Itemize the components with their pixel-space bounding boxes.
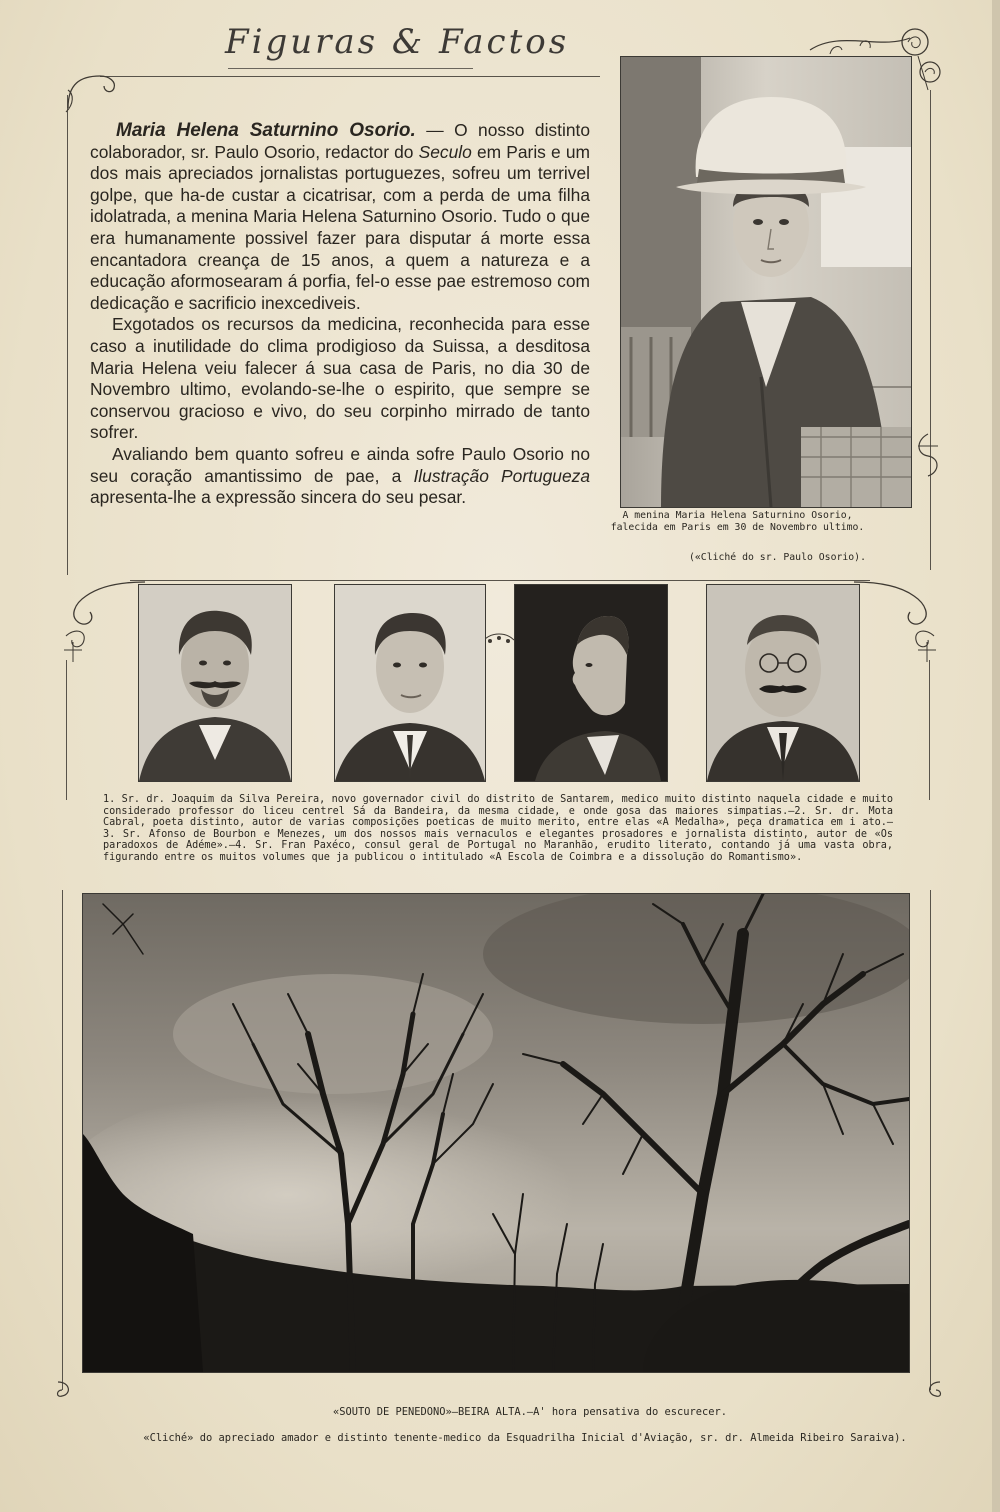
music-note-ornament xyxy=(482,628,516,648)
portrait-photo-3 xyxy=(514,584,668,782)
publication-seculo: Seculo xyxy=(418,141,472,162)
group-portraits-caption: 1. Sr. dr. Joaquim da Silva Pereira, novo governador civil do distrito de Santarem, medico muito distinto naquela cidade e muito considerado professor do liceu centrel Sá da Bandeira, da mesma cidade, e onde gosa das maiores simpatias.—2. Sr. dr. Mota Cabral, poeta distinto, autor de varias composições poeticas de muito merito, entre elas «A Medalha», peça dramatica em i ato.—3. Sr. Afonso de Bourbon e Menezes, um dos nossos mais vernaculos e elegantes prosadores e jornalista distinto, autor de «Os paradoxos de Adéme».—4. Sr. Fran Paxéco, consul geral de Portugal no Maranhão, erudito literato, contando já uma vasta obra, figurando entre os muitos volumes que ja publicou o intitulado «A Escola de Coimbra e a dissolução do Romantismo». xyxy=(103,794,893,863)
page-edge xyxy=(992,0,1000,1512)
frame-top-line xyxy=(100,76,600,77)
corner-ornament-top-left xyxy=(60,64,120,114)
frame-bottom-left-line xyxy=(62,890,63,1390)
frame-right-lower-line xyxy=(929,660,930,800)
masthead-rule xyxy=(228,68,473,69)
frame-right-line xyxy=(930,90,931,570)
article-p3-end: apresenta-lhe a expressão sincera do seu pesar. xyxy=(90,487,467,508)
portrait-caption: A menina Maria Helena Saturnino Osorio, falecida em Paris em 30 de Novembro ultimo. xyxy=(610,510,865,533)
article-body xyxy=(90,120,590,509)
frame-left-line xyxy=(67,95,68,575)
masthead-title: Figuras & Factos xyxy=(225,22,570,62)
article-p1-start: — O nosso distinto colaborador, sr. Paulo Osorio, redactor do xyxy=(90,120,590,162)
scroll-ornament-left-mid xyxy=(60,576,150,666)
ornament-right-portrait xyxy=(908,430,948,480)
publication-ilustracao: Ilustração Portugueza xyxy=(413,465,590,486)
landscape-credit: «Cliché» do apreciado amador e distinto tenente-medico da Esquadrilha Inicial d'Aviação, sr. dr. Almeida Ribeiro Saraiva). xyxy=(143,1432,907,1444)
frame-mid-line xyxy=(130,580,870,581)
frame-bottom-right-line xyxy=(930,890,931,1390)
landscape-caption: «SOUTO DE PENEDONO»—BEIRA ALTA.—A' hora pensativa do escurecer. xyxy=(332,1406,728,1418)
landscape-photo-souto-de-penedono xyxy=(82,893,910,1373)
corner-ornament-bottom-right xyxy=(916,1376,946,1406)
article-paragraph-3 xyxy=(90,444,590,509)
article-p3-start: Avaliando bem quanto sofreu e ainda sofre Paulo Osorio no seu coração amantissimo de pae, a xyxy=(90,443,590,486)
scroll-ornament-right-mid xyxy=(850,576,940,666)
article-headline: Maria Helena Saturnino Osorio. xyxy=(116,120,416,141)
portrait-credit: («Cliché do sr. Paulo Osorio). xyxy=(689,552,866,563)
frame-left-lower-line xyxy=(66,660,67,800)
corner-ornament-bottom-left xyxy=(52,1376,82,1406)
portrait-photo-2 xyxy=(334,584,486,782)
article-paragraph-1 xyxy=(90,120,590,314)
article-p1-end: em Paris e um dos mais apreciados jornalistas portuguezes, sofreu um terrivel golpe, que ha-de custar a cicatrisar, com a perda de uma filha idolatrada, a menina Maria Helena Saturnino Osorio. Tudo o que era humanamente possivel fazer para disputar á morte essa encantadora creança de 15 anos, a quem a natureza e a educação aformosearam á porfia, fel-o esse pae estremoso com dedicação e sacrificio inexcediveis. xyxy=(90,141,590,313)
portrait-photo-4 xyxy=(706,584,860,782)
portrait-photo-maria-helena xyxy=(620,56,912,508)
article-paragraph-2: Exgotados os recursos da medicina, reconhecida para esse caso a inutilidade do clima prodigioso da Suissa, a desditosa Maria Helena veiu falecer á sua casa de Paris, no dia 30 de Novembro ultimo, evolando-se-lhe o espirito, que sempre se conservou gracioso e vivo, do seu corpinho mirrado de tanto sofrer. xyxy=(90,314,590,443)
portrait-photo-1 xyxy=(138,584,292,782)
